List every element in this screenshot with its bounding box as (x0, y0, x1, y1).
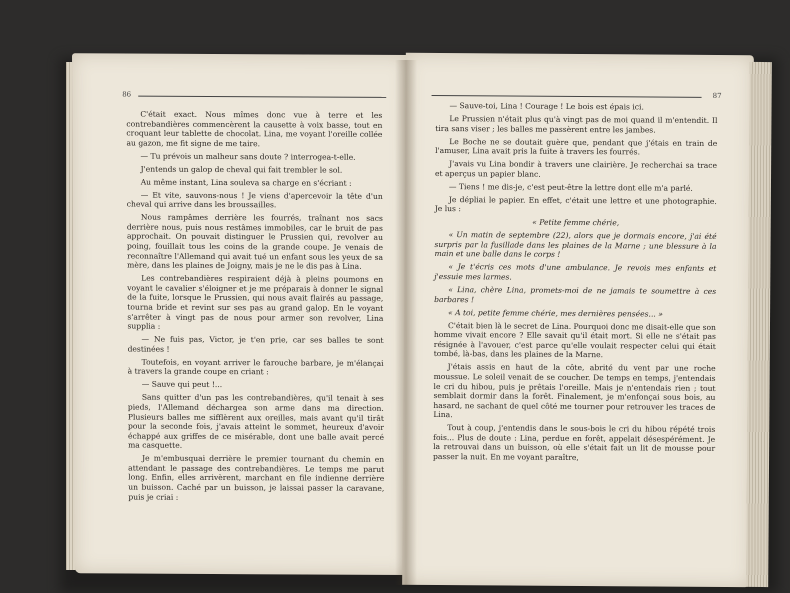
left-paragraph: Au même instant, Lina souleva sa charge en s'écriant : (140, 177, 352, 188)
right-paragraph: Le Prussien n'était plus qu'à vingt pas de moi quand il m'entendit. Il tira sans viser ; les balles me passèrent entre les jambes. (435, 114, 718, 135)
right-page-text (433, 101, 718, 467)
right-paragraph: Je dépliai le papier. En effet, c'était une lettre et une photographie. Je lus : (434, 194, 717, 214)
left-page-number: 86 (122, 90, 132, 99)
right-page-number: 87 (712, 91, 722, 100)
letter-salutation: « Petite femme chérie, (532, 217, 620, 228)
left-paragraph: — Et vite, sauvons-nous ! Je viens d'apercevoir la tête d'un cheval qui arrive dans les broussailles. (126, 190, 383, 210)
left-paragraph: C'était exact. Nous mîmes donc vue à terre et les contrebandières commencèrent la causette à voix basse, tout en croquant leur tablette de chocolat. Lina, me voyant l'oreille collée au gazon, me fit signe de me taire. (126, 109, 383, 149)
left-page-text (126, 110, 384, 507)
right-header-rule (432, 95, 702, 98)
right-page-edges (746, 62, 772, 587)
right-paragraph: J'étais assis en haut de la côte, abrité du vent par une roche moussue. Le soleil venait de se coucher. De temps en temps, j'entendais le cri du hibou, puis je prêtais l'oreille. Mais je n'entendais rien ; tout semblait dormir dans la forêt. Finalement, je m'enfonçai sous bois, au hasard, ne sachant de quel côté me tourner pour retrouver les traces de Lina. (433, 362, 716, 420)
left-paragraph: Je m'embusquai derrière le premier tournant du chemin en attendant le passage des contrebandières. Le temps me parut long. Enfin, elles arrivèrent, marchant en file indienne derrière un buisson. Caché par un buisson, je laissai passer la caravane, puis je criai : (128, 453, 385, 502)
book-gutter (395, 60, 417, 585)
left-paragraph: Sans quitter d'un pas les contrebandières, qu'il tenait à ses pieds, l'Allemand déchargea son arme dans ma direction. Plusieurs balles me sifflèrent aux oreilles, mais avant qu'il tirât pour la seconde fois, j'avais atteint le sommet, heureux d'avoir échappé aux griffes de ce misérable, dont une balle avait percé ma casquette. (127, 392, 385, 451)
right-paragraph: Le Boche ne se doutait guère que, pendant que j'étais en train de l'amuser, Lina avait pris la fuite à travers les fourrés. (435, 136, 718, 157)
left-paragraph: Toutefois, en voyant arriver le farouche barbare, je m'élançai à travers la grande coupe en criant : (127, 357, 384, 377)
right-paragraph: J'avais vu Lina bondir à travers une clairière. Je recherchai sa trace et aperçus un papier blanc. (434, 159, 718, 179)
right-paragraph: Tout à coup, j'entendis dans le sous-bois le cri du hibou répété trois fois... Plus de doute : Lina, perdue en forêt, appelait désespérément. Je la retrouvai dans un buisson, où elle s'était fait un lit de mousse pour passer la nuit. En me voyant paraître, (433, 423, 716, 463)
left-paragraph: — Tu prévois un malheur sans doute ? interrogea-t-elle. (140, 151, 356, 162)
left-header-rule (138, 96, 386, 98)
letter-paragraph: « Je t'écris ces mots d'une ambulance. Je revois mes enfants et j'essuie mes larmes. (434, 262, 717, 282)
letter-paragraph: « A toi, petite femme chérie, mes dernières pensées... » (448, 307, 663, 319)
right-paragraph: — Sauve-toi, Lina ! Courage ! Le bois est épais ici. (449, 101, 644, 112)
left-page (72, 53, 411, 575)
left-page-header (120, 87, 386, 102)
left-paragraph: — Ne fuis pas, Victor, je t'en prie, car ses balles te sont destinées ! (127, 334, 384, 354)
letter-paragraph: « Lina, chère Lina, promets-moi de ne jamais te soumettre à ces barbares ! (434, 285, 717, 304)
left-paragraph: — Sauve qui peut !... (141, 379, 223, 390)
right-paragraph: C'était bien là le secret de Lina. Pourquoi donc me disait-elle que son homme vivait encore ? Elle savait qu'il était mort. Si elle ne s'était pas résignée à l'avouer, c'est parce qu'elle voulait respecter celui qui était tombé, là-bas, dans les plaines de la Marne. (433, 320, 716, 360)
right-page (402, 53, 754, 587)
right-paragraph: — Tiens ! me dis-je, c'est peut-être la lettre dont elle m'a parlé. (448, 181, 693, 193)
left-paragraph: Les contrebandières respiraient déjà à pleins poumons en voyant le cavalier s'éloigner et je me préparais à donner le signal de la fuite, lorsque le Prussien, qui nous avait flairés au passage, tourna bride et revint sur ses pas au grand galop. En le voyant s'arrêter à vingt pas de nous pour armer son revolver, Lina supplia : (127, 273, 384, 331)
left-paragraph: Nous rampâmes derrière les fourrés, traînant nos sacs derrière nous, puis nous restâmes immobiles, car le bruit de pas approchait. On pouvait distinguer le Prussien qui, revolver au poing, fouillait tous les coins de la grande coupe. Je venais de reconnaître l'Allemand qui avait tué un enfant sous les yeux de sa mère, dans les plaines de Joigny, mais je ne le dis pas à Lina. (126, 212, 384, 272)
letter-paragraph: « Un matin de septembre (22), alors que je dormais encore, j'ai été surpris par la fusillade dans les plaines de la Marne ; une blessure à la main et une balle dans le corps ! (434, 230, 717, 260)
left-paragraph: J'entends un galop de cheval qui fait trembler le sol. (140, 164, 343, 175)
